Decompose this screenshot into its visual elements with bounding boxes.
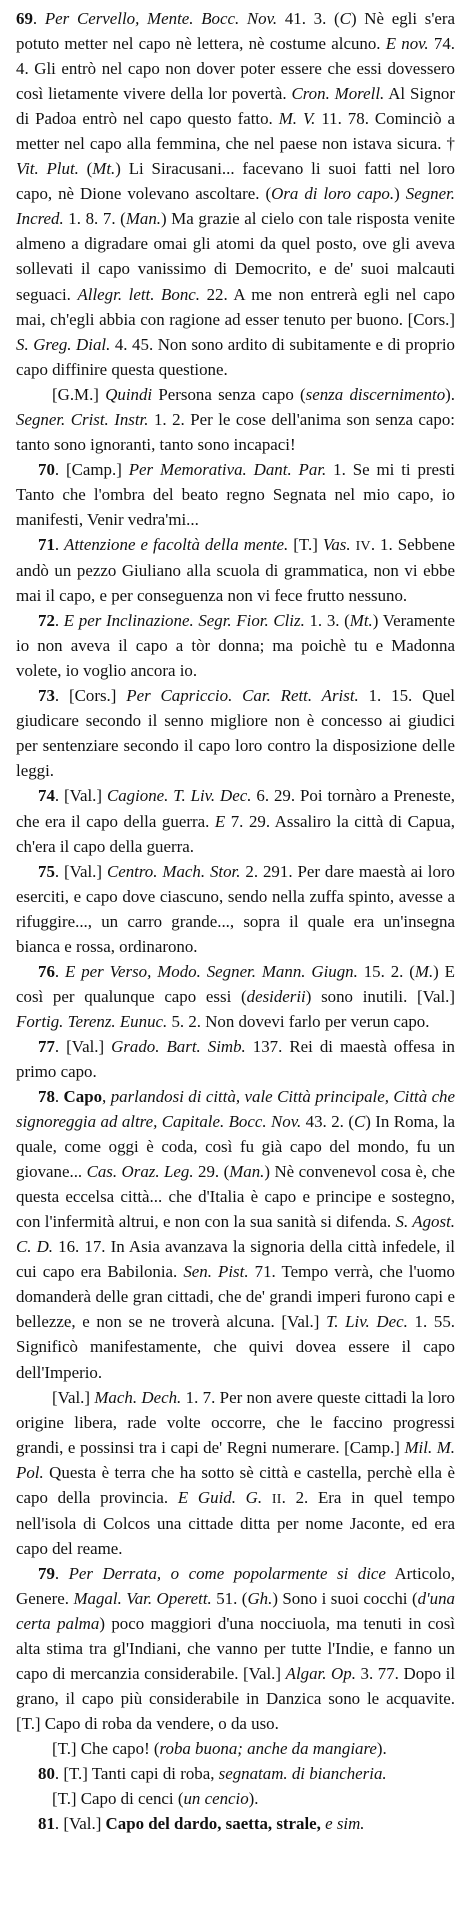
entry-69-quindi: [G.M.] Quindi Persona senza capo (senza discernimento). Segner. Crist. Instr. 1. 2. Per le cose dell'anima son senza capo: tanto sono ignoranti, tanto sono incapaci! — [16, 384, 456, 454]
entry-75: 75. [Val.] Centro. Mach. Stor. 2. 291. Per dare maestà ai loro eserciti, e capo dove ciascuno, sendo nella zuffa spinto, avesse a rifuggire..., un carro grande..., sopra il quale era un'insegna bianca e rossa, ordinarono. — [16, 861, 455, 956]
entry-79: 79. Per Derrata, o come popolarmente si dice Articolo, Genere. Magal. Var. Operett. 51. (Gh.) Sono i suoi cocchi (d'una certa palma) poco maggiori d'una nocciuola, ma tenuti in così alta stima tra gl'Indiani, che vanno per tutte l'Indie, e fanno un capo di mercanzia considerabile. [Val.] Algar. Op. 3. 77. Dopo il grano, il capo più considerabile in Danzica sono le acquavite. [T.] Capo di roba da vendere, o da uso. — [16, 1563, 456, 1734]
entry-81: 81. [Val.] Capo del dardo, saetta, strale, e sim. — [38, 1814, 365, 1834]
entry-79-che-capo: [T.] Che capo! (roba buona; anche da mangiare). — [52, 1739, 387, 1759]
entry-70: 70. [Camp.] Per Memorativa. Dant. Par. 1. Se mi ti presti Tanto che l'ombra del beato regno Segnata nel mio capo, io manifesti, Venir vedra'mi... — [16, 459, 455, 529]
entry-74: 74. [Val.] Cagione. T. Liv. Dec. 6. 29. Poi tornàro a Preneste, che era il capo della guerra. E 7. 29. Assaliro la città di Capua, ch'era il capo della guerra. — [16, 786, 455, 856]
entry-72: 72. E per Inclinazione. Segr. Fior. Cliz. 1. 3. (Mt.) Veramente io non aveva il capo a tòr donna; ma poichè tu e Madonna volete, io voglio ancora io. — [16, 611, 455, 681]
entry-73: 73. [Cors.] Per Capriccio. Car. Rett. Arist. 1. 15. Quel giudicare secondo il senno migliore non è concesso ai giudici per sentenziare secondo il capo loro contro la disposizione delle leggi. — [16, 686, 455, 781]
entry-78-val: [Val.] Mach. Dech. 1. 7. Per non avere queste cittadi la loro origine libera, rade volte occorre, che le faccino progressi grandi, e possinsi tra i capi de' Regni numerare. [Camp.] Mil. M. Pol. Questa è terra che ha sotto sè città e castella, perchè ella è capo della provincia. E Guid. G. II. 2. Era in quel tempo nell'isola di Colcos una cittade ditta per nome Jaconte, ed era capo del reame. — [16, 1387, 456, 1558]
entry-77: 77. [Val.] Grado. Bart. Simb. 137. Rei di maestà offesa in primo capo. — [16, 1036, 456, 1081]
entry-71: 71. Attenzione e facoltà della mente. [T.] Vas. IV. 1. Sebbene andò un pezzo Giuliano alla scuola di grammatica, non vi ebbe mai il capo, e per conseguenza non vi fece frutto nessuno. — [16, 534, 455, 606]
entry-80-cenci: [T.] Capo di cenci (un cencio). — [52, 1789, 259, 1809]
entry-76: 76. E per Verso, Modo. Segner. Mann. Giugn. 15. 2. (M.) E così per qualunque capo essi (desiderii) sono inutili. [Val.] Fortig. Terenz. Eunuc. 5. 2. Non dovevi farlo per verun capo. — [16, 961, 456, 1031]
entry-78: 78. Capo, parlandosi di città, vale Città principale, Città che signoreggia ad altre, Capitale. Bocc. Nov. 43. 2. (C) In Roma, la quale, come oggi è coda, così fu già capo del mondo, fu un giovane... Cas. Oraz. Leg. 29. (Man.) Nè convenevol cosa è, che questa eccelsa città... che d'Italia è capo e principe e sostegno, con l'infermità altrui, e non con la sua sanità si difenda. S. Agost. C. D. 16. 17. In Asia avanzava la signoria della città infedele, il cui capo era Babilonia. Sen. Pist. 71. Tempo verrà, che l'uomo domanderà delle gran cittadi, che de' grandi imperi furono capi e bellezze, e non se ne troverà alcuna. [Val.] T. Liv. Dec. 1. 55. Significò manifestamente, che quivi dovea essere il capo dell'Imperio. — [16, 1087, 456, 1382]
entry-69: 69. Per Cervello, Mente. Bocc. Nov. 41. 3. (C) Nè egli s'era potuto metter nel capo nè lettera, nè costume alcuno. E nov. 74. 4. Gli entrò nel capo non dover poter essere che essi dovessero così lietamente vivere della lor povertà. Cron. Morell. Al Signor di Padoa entrò nel capo questo fatto. M. V. 11. 78. Cominciò a metter nel capo alla femmina, che nel paese non istava sicura. † Vit. Plut. (Mt.) Li Siracusani... facevano li suoi fatti nel loro capo, nè Dione volevano ascoltare. (Ora di loro capo.) Segner. Incred. 1. 8. 7. (Man.) Ma grazie al cielo con tale risposta venite almeno a digradare omai gli atomi da quel posto, ove gli aveva sollevati il capo vanissimo di Democrito, e de' suoi malcauti seguaci. Allegr. lett. Bonc. 22. A me non entrerà egli nel capo mai, ch'egli abbia con ragione ad esser tenuto per buono. [Cors.] S. Greg. Dial. 4. 45. Non sono ardito di subitamente e di proprio capo diffinire questa questione. — [16, 9, 456, 379]
entry-80: 80. [T.] Tanti capi di roba, segnatam. di biancheria. — [38, 1764, 387, 1784]
